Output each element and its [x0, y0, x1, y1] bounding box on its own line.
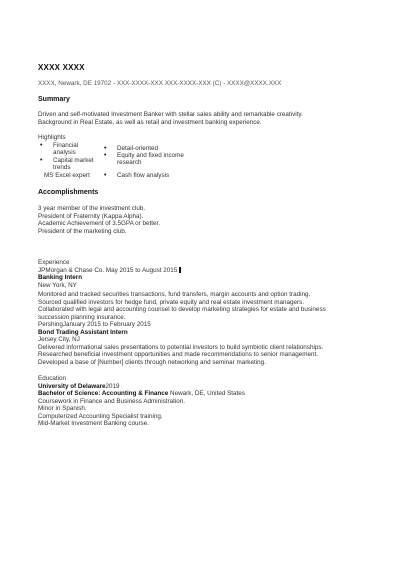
- highlight-item: • Capital market trends: [53, 157, 94, 172]
- candidate-name: XXXX XXXX: [38, 63, 85, 72]
- contact-line: XXXX, Newark, DE 19702 - XXX-XXXX-XXX XXX-XXXX-XXX (C) - XXXX@XXXX.XXX: [38, 80, 282, 87]
- job-duty-line: Delivered informational sales presentations to potential investors to build symbiotic client relationships.: [38, 343, 324, 351]
- education-line: Mid-Market Investment Banking course.: [38, 420, 149, 427]
- job-location: Jersey City, NJ: [38, 336, 80, 343]
- accomplishment-line: Academic Achievement of 3.5GPA or better.: [38, 220, 161, 227]
- job-duty-line: Researched beneficial investment opportunities and made recommendations to senior management.: [38, 351, 319, 358]
- degree-field: : Accounting & Finance: [98, 390, 169, 397]
- experience-heading: Experience: [38, 259, 70, 266]
- education-school-line: [38, 383, 120, 390]
- summary-line: Background in Real Estate, as well as retail and investment banking experience.: [38, 118, 262, 126]
- highlight-extra: MS Excel expert: [44, 172, 90, 179]
- highlights-heading: Highlights: [38, 134, 66, 141]
- summary-heading: Summary: [38, 96, 70, 103]
- education-line: Computerized Accounting Specialist training.: [38, 412, 163, 420]
- job-company-line: JPMorgan & Chase Co. May 2015 to August 2015: [38, 267, 181, 274]
- school-place: Newark, DE, United States: [168, 390, 245, 397]
- education-degree-line: [38, 390, 245, 397]
- education-line: Coursework in Finance and Business Administration.: [38, 397, 185, 405]
- highlight-item: • Cash flow analysis: [117, 172, 169, 179]
- job-duty-line: Monitored and tracked securities transactions, fund transfers, margin accounts and option trading.: [38, 291, 311, 298]
- school-name: University of Delaware: [38, 382, 106, 390]
- summary-line: Driven and self-motivated Investment Banker with stellar sales ability and remarkable creativity.: [38, 111, 303, 118]
- accomplishment-line: President of the marketing club.: [38, 227, 127, 235]
- accomplishment-line: President of Fraternity (Kappa Alpha).: [38, 212, 144, 220]
- job-title: Bond Trading Assistant Intern: [38, 328, 128, 336]
- job-duty-line: Developed a base of [Number] clients through networking and seminar marketing.: [38, 358, 266, 366]
- job-duty-line: succession planning insurance.: [38, 313, 126, 321]
- education-heading: Education: [38, 375, 67, 382]
- accomplishments-heading: Accomplishments: [38, 189, 99, 196]
- accomplishment-line: 3 year member of the investment club.: [38, 205, 146, 212]
- job-location: New York, NY: [38, 281, 77, 289]
- text-cursor-mark: [179, 267, 181, 273]
- job-duty-line: Sourced qualified investors for hedge fund, private equity and real estate investment managers.: [38, 298, 305, 306]
- highlight-item: • Financial analysis: [53, 142, 78, 157]
- graduation-year: 2019: [105, 382, 120, 390]
- highlight-item: • Equity and fixed income research: [117, 152, 184, 167]
- job-title: Banking Intern: [38, 274, 83, 281]
- job-company-line: PershingJanuary 2015 to February 2015: [38, 321, 151, 328]
- education-line: Minor in Spanish.: [38, 405, 87, 412]
- job-duty-line: Collaborated with legal and accounting counsel to develop marketing strategies for estate and business: [38, 306, 326, 313]
- degree-name: Bachelor of Science: [38, 390, 99, 397]
- highlight-item: • Detail-oriented: [117, 145, 158, 152]
